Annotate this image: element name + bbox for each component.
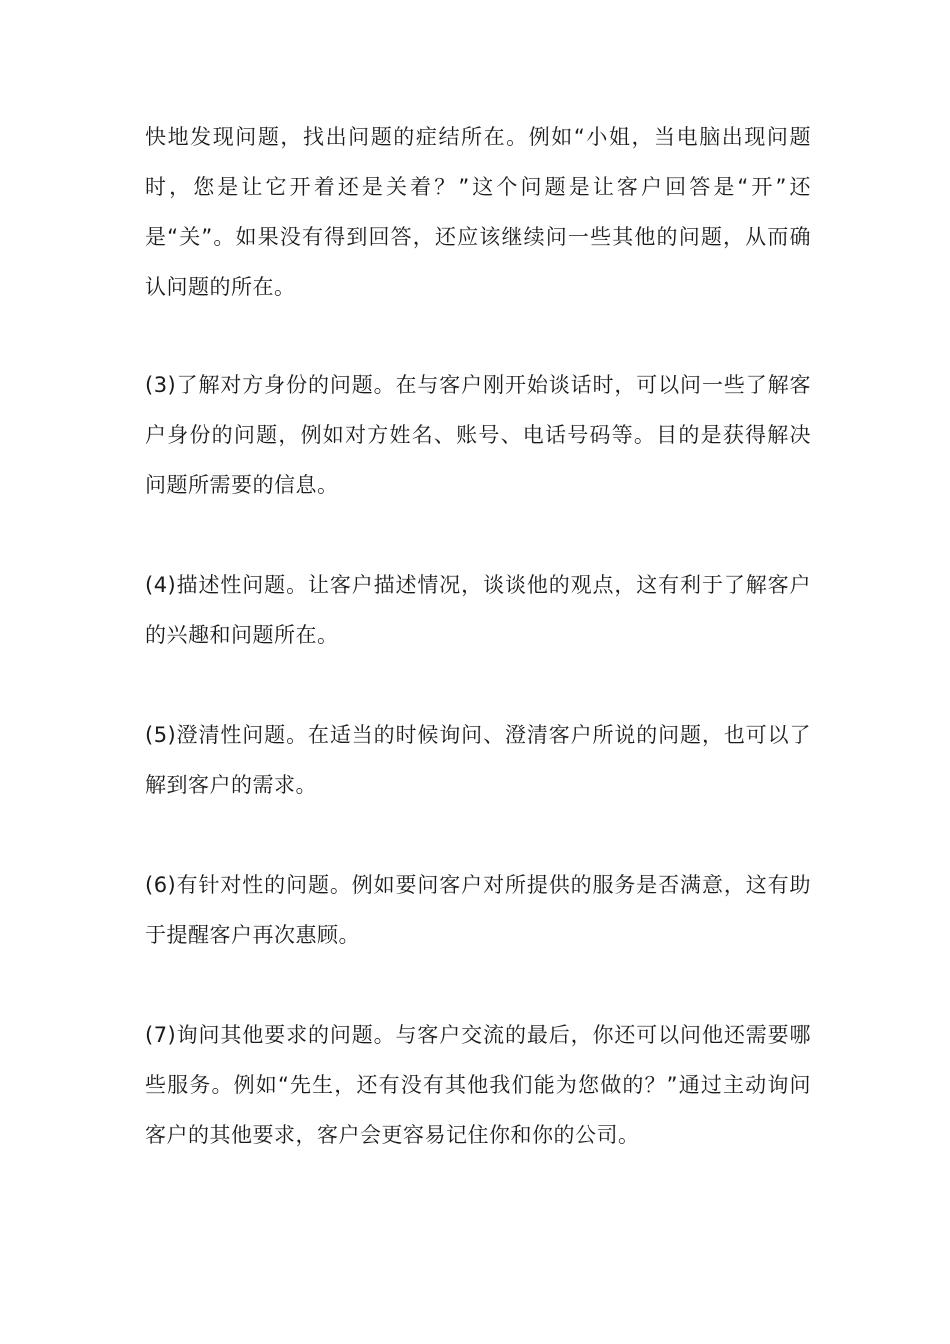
- paragraph-identity-questions: (3)了解对方身份的问题。在与客户刚开始谈话时，可以问一些了解客户身份的问题，例如对方姓名、账号、电话号码等。目的是获得解决问题所需要的信息。: [145, 373, 811, 497]
- paragraph-clarifying-questions: (5)澄清性问题。在适当的时候询问、澄清客户所说的问题，也可以了解到客户的需求。: [145, 723, 811, 797]
- paragraph-continued: 快地发现问题，找出问题的症结所在。例如“小姐，当电脑出现问题时，您是让它开着还是关着？”这个问题是让客户回答是“开”还是“关”。如果没有得到回答，还应该继续问一些其他的问题，从而确认问题的所在。: [145, 125, 811, 299]
- paragraph-other-requests-questions: (7)询问其他要求的问题。与客户交流的最后，你还可以问他还需要哪些服务。例如“先生，还有没有其他我们能为您做的？”通过主动询问客户的其他要求，客户会更容易记住你和你的公司。: [145, 1023, 811, 1147]
- paragraph-targeted-questions: (6)有针对性的问题。例如要问客户对所提供的服务是否满意，这有助于提醒客户再次惠顾。: [145, 873, 811, 947]
- paragraph-descriptive-questions: (4)描述性问题。让客户描述情况，谈谈他的观点，这有利于了解客户的兴趣和问题所在。: [145, 573, 811, 647]
